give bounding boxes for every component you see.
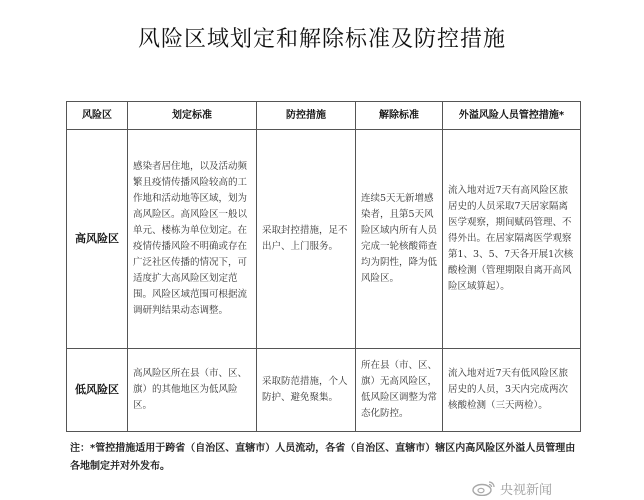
footnote: 注：*管控措施适用于跨省（自治区、直辖市）人员流动，各省（自治区、直辖市）辖区内高风险区外溢人员管理由各地制定并对外发布。: [70, 443, 576, 472]
header-criteria: 划定标准: [128, 102, 257, 130]
row-level: 低风险区: [67, 349, 128, 432]
row-spillover: 流入地对近7天有低风险区旅居史的人员，3天内完成两次核酸检测（三天两检）。: [443, 349, 581, 432]
row-criteria: 高风险区所在县（市、区、旗）的其他地区为低风险区。: [128, 349, 257, 432]
row-release: 连续5天无新增感染者，且第5天风险区域内所有人员完成一轮核酸筛查均为阴性，降为低风险区。: [356, 130, 443, 349]
table-row: [67, 349, 581, 432]
row-level: 高风险区: [67, 130, 128, 349]
watermark: [472, 478, 552, 498]
row-criteria: 感染者居住地，以及活动频繁且疫情传播风险较高的工作地和活动地等区域，划为高风险区。高风险区一般以单元、楼栋为单位划定。在疫情传播风险不明确或存在广泛社区传播的情况下，可适度扩大高风险区划定范围。风险区域范围可根据流调研判结果动态调整。: [128, 130, 257, 349]
watermark-text: 央视新闻: [500, 482, 553, 498]
header-measures: 防控措施: [257, 102, 356, 130]
row-measures: 采取封控措施，足不出户、上门服务。: [257, 130, 356, 349]
table-row: [67, 130, 581, 349]
risk-zone-table: [66, 101, 581, 432]
table-header-row: [67, 102, 581, 130]
row-release: 所在县（市、区、旗）无高风险区，低风险区调整为常态化防控。: [356, 349, 443, 432]
header-risk-zone: 风险区: [67, 102, 128, 130]
row-measures: 采取防范措施，个人防护、避免聚集。: [257, 349, 356, 432]
header-spillover: 外溢风险人员管控措施*: [443, 102, 581, 130]
weibo-icon: [472, 480, 496, 496]
document-title: 风险区域划定和解除标准及防控措施: [137, 27, 506, 52]
header-release: 解除标准: [356, 102, 443, 130]
row-spillover: 流入地对近7天有高风险区旅居史的人员采取7天居家隔离医学观察，期间赋码管理、不得外出。在居家隔离医学观察第1、3、5、7天各开展1次核酸检测（管理期限自离开高风险区域算起）。: [443, 130, 581, 349]
